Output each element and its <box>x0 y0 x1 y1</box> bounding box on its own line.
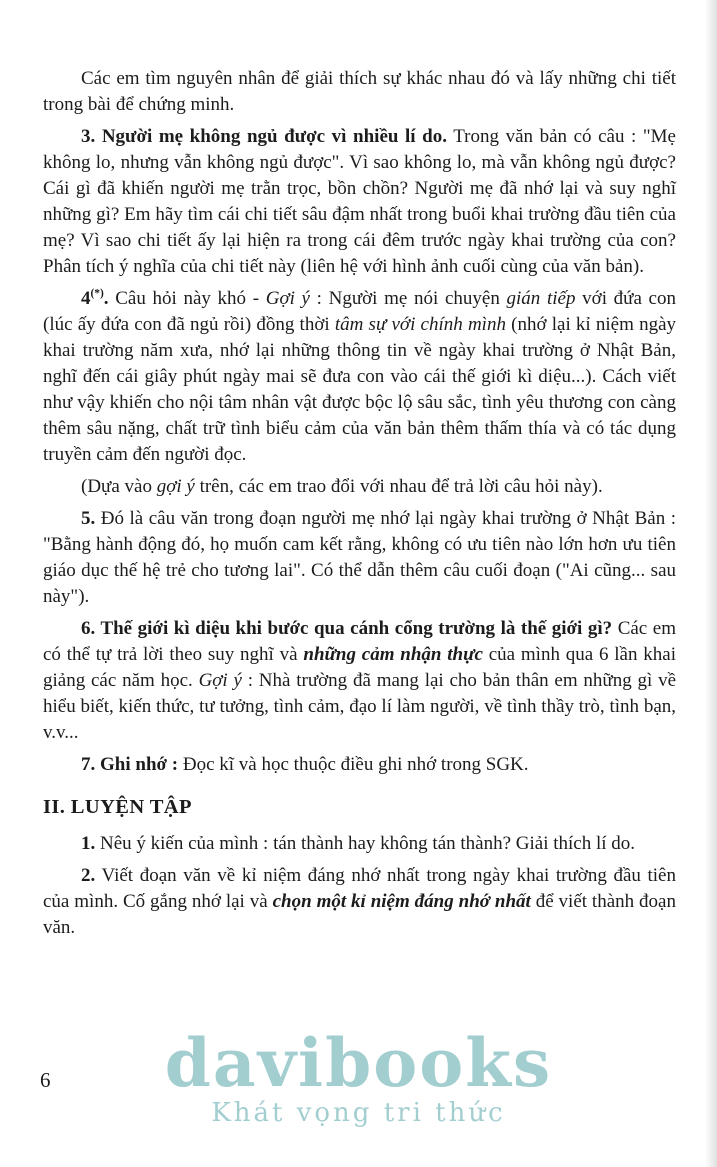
text-run: 2. <box>81 865 96 886</box>
text-run: tâm sự với chính mình <box>334 314 506 335</box>
paragraph <box>43 752 676 778</box>
section-heading: II. LUYỆN TẬP <box>43 796 192 818</box>
text-run: Đọc kĩ và học thuộc điều ghi nhớ trong SGK. <box>178 754 529 775</box>
paragraph <box>43 506 676 610</box>
text-run: 3. Người mẹ không ngủ được vì nhiều lí do. <box>81 126 447 147</box>
text-run: Gợi ý <box>198 670 242 691</box>
paragraph <box>43 124 676 280</box>
text-run: Nêu ý kiến của mình : tán thành hay không tán thành? Giải thích lí do. <box>95 833 636 854</box>
page-number: 6 <box>40 1068 51 1092</box>
paragraph <box>43 831 676 857</box>
text-run: chọn một kỉ niệm đáng nhớ nhất <box>272 891 531 912</box>
paragraph <box>43 863 676 941</box>
text-run: 1. <box>81 833 96 854</box>
text-run: trên, các em trao đổi với nhau để trả lời câu hỏi này). <box>194 476 603 497</box>
watermark-tagline: Khát vọng tri thức <box>211 1098 506 1128</box>
paragraph <box>43 616 676 746</box>
paragraph <box>43 286 676 468</box>
watermark <box>0 1024 717 1128</box>
text-run: Các em tìm nguyên nhân để giải thích sự khác nhau đó và lấy những chi tiết trong bài để chứng minh. <box>43 68 676 115</box>
text-run: 6. Thế giới kì diệu khi bước qua cánh cổng trường là thế giới gì? <box>81 618 613 639</box>
text-run: : Người mẹ nói chuyện <box>309 288 507 309</box>
text-run: gián tiếp <box>506 288 576 309</box>
text-run: Viết đoạn văn về kỉ niệm đáng nhớ nhất trong ngày khai trường đầu tiên của mình. Cố gắng nhớ lại và <box>43 865 676 912</box>
content <box>43 66 676 947</box>
text-run: Trong văn bản có câu : "Mẹ không lo, nhưng vẫn không ngủ được". Vì sao không lo, mà vẫn không ngủ được? Cái gì đã khiến người mẹ trằn trọc, bồn chồn? Người mẹ đã nhớ lại và suy nghĩ những gì? Em hãy tìm cái chi tiết sâu đậm nhất trong buổi khai trường đầu tiên của mẹ? Vì sao chi tiết ấy lại hiện ra trong cái đêm trước ngày khai trường của con? Phân tích ý nghĩa của chi tiết này (liên hệ với hình ảnh cuối cùng của văn bản). <box>43 126 676 277</box>
watermark-brand: davibooks <box>164 1024 553 1102</box>
paragraph <box>43 66 676 118</box>
text-run: (*) <box>90 287 104 300</box>
text-run: 7. Ghi nhớ : <box>81 754 179 775</box>
text-run: : Nhà trường đã mang lại cho bản thân em những gì về hiểu biết, kiến thức, tư tưởng, tình cảm, đạo lí làm người, về tình thầy trò, tình bạn, v.v... <box>43 670 677 743</box>
text-run: (nhớ lại kỉ niệm ngày khai trường năm xưa, nhớ lại những thông tin về ngày khai trường ở Nhật Bản, nghĩ đến cái giây phút ngày mai sẽ đưa con vào cái thế giới kì diệu...). Cách viết như vậy khiến cho nội tâm nhân vật được bộc lộ sâu sắc, tình yêu thương con càng thêm sâu nặng, chất trữ tình biểu cảm của văn bản thêm thấm thía và có tác dụng truyền cảm đến người đọc. <box>43 314 677 465</box>
text-run: để viết thành đoạn văn. <box>43 891 676 938</box>
text-run: với đứa con (lúc ấy đứa con đã ngủ rồi) đồng thời <box>43 288 676 335</box>
text-run: Các em có thể tự trả lời theo suy nghĩ và <box>43 618 676 665</box>
paragraph <box>43 474 676 500</box>
text-run: Gợi ý <box>265 288 310 309</box>
scan-edge-shadow <box>705 0 717 1167</box>
text-run: . <box>103 288 109 309</box>
text-run: của mình qua 6 lần khai giảng các năm học. <box>43 644 677 691</box>
text-run: Câu hỏi này khó - <box>108 288 266 309</box>
text-run: (Dựa vào <box>81 476 157 497</box>
text-run: Đó là câu văn trong đoạn người mẹ nhớ lại ngày khai trường ở Nhật Bản : "Bằng hành động đó, họ muốn cam kết rằng, không có ưu tiên nào lớn hơn ưu tiên giáo dục thế hệ trẻ cho tương lai". Có thể dẫn thêm câu cuối đoạn ("Ai cũng... sau này"). <box>43 508 676 607</box>
text-run: gợi ý <box>156 476 195 497</box>
text-run: 5. <box>81 508 96 529</box>
text-run: 4 <box>81 288 91 309</box>
text-run: những cảm nhận thực <box>303 644 483 665</box>
